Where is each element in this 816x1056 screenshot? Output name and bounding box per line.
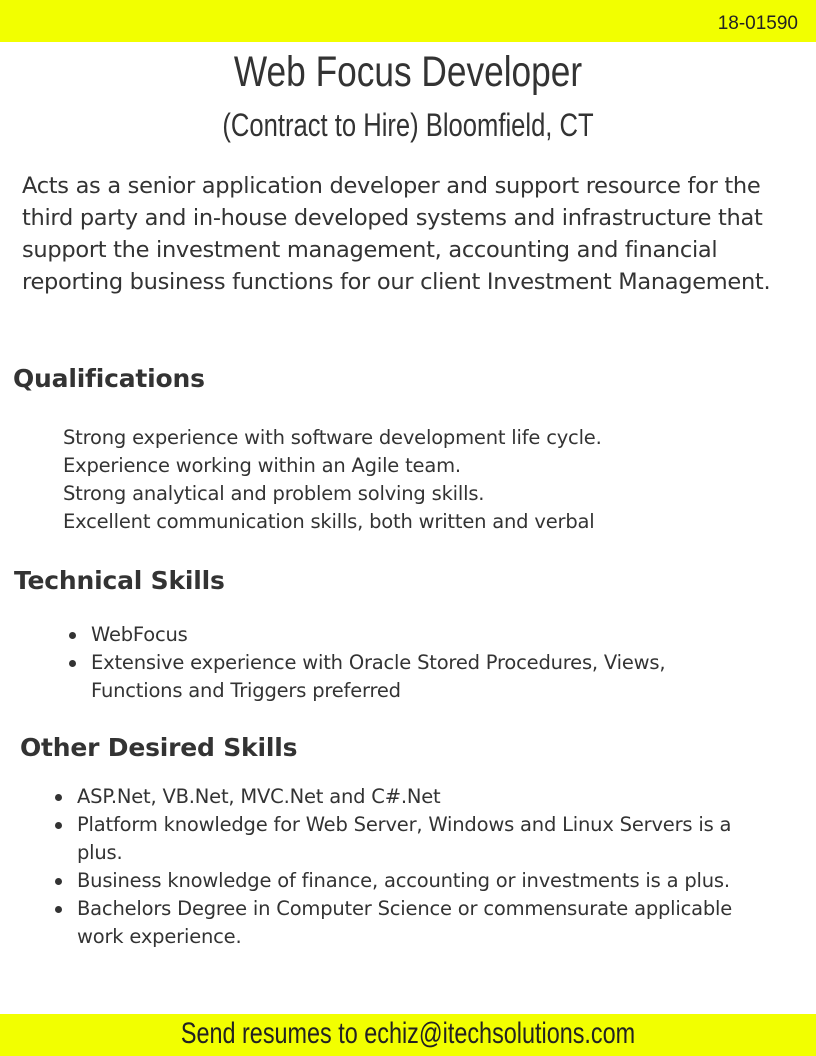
list-item: [77, 811, 777, 867]
list-item-text: Platform knowledge for Web Server, Windows and Linux Servers is a plus.: [77, 813, 732, 864]
list-item: [91, 621, 741, 649]
bullet-icon: [55, 878, 62, 885]
list-item: [91, 649, 741, 705]
list-item: [77, 783, 777, 811]
technical-skills-heading: Technical Skills: [14, 566, 225, 595]
other-skills-list: [77, 783, 777, 951]
list-item: Strong analytical and problem solving skills.: [63, 482, 485, 505]
list-item-text: Business knowledge of finance, accounting or investments is a plus.: [77, 869, 730, 892]
list-item-text: ASP.Net, VB.Net, MVC.Net and C#.Net: [77, 785, 441, 808]
job-title: Web Focus Developer: [233, 48, 583, 96]
bullet-icon: [69, 632, 76, 639]
list-item: [77, 867, 777, 895]
qualifications-list: [63, 424, 783, 536]
job-id: 18-01590: [717, 13, 798, 34]
list-item: [77, 895, 777, 951]
list-item-text: WebFocus: [91, 623, 188, 646]
job-subtitle: (Contract to Hire) Bloomfield, CT: [222, 107, 594, 143]
list-item: Excellent communication skills, both written and verbal: [63, 510, 595, 533]
list-item-text: Extensive experience with Oracle Stored Procedures, Views, Functions and Triggers preferred: [91, 651, 666, 702]
list-item-text: Bachelors Degree in Computer Science or commensurate applicable work experience.: [77, 897, 733, 948]
bullet-icon: [55, 794, 62, 801]
bullet-icon: [55, 906, 62, 913]
top-banner: [0, 0, 816, 42]
other-skills-heading: Other Desired Skills: [20, 733, 298, 762]
list-item: Experience working within an Agile team.: [63, 454, 461, 477]
technical-skills-list: [91, 621, 741, 705]
list-item: Strong experience with software development life cycle.: [63, 426, 602, 449]
contact-line[interactable]: Send resumes to echiz@itechsolutions.com: [180, 1017, 636, 1050]
qualifications-heading: Qualifications: [13, 364, 205, 393]
job-description: Acts as a senior application developer and support resource for the third party and in-house developed systems and infrastructure that support the investment management, accounting and financial reporting business functions for our client Investment Management.: [22, 173, 771, 295]
bullet-icon: [55, 822, 62, 829]
bullet-icon: [69, 660, 76, 667]
